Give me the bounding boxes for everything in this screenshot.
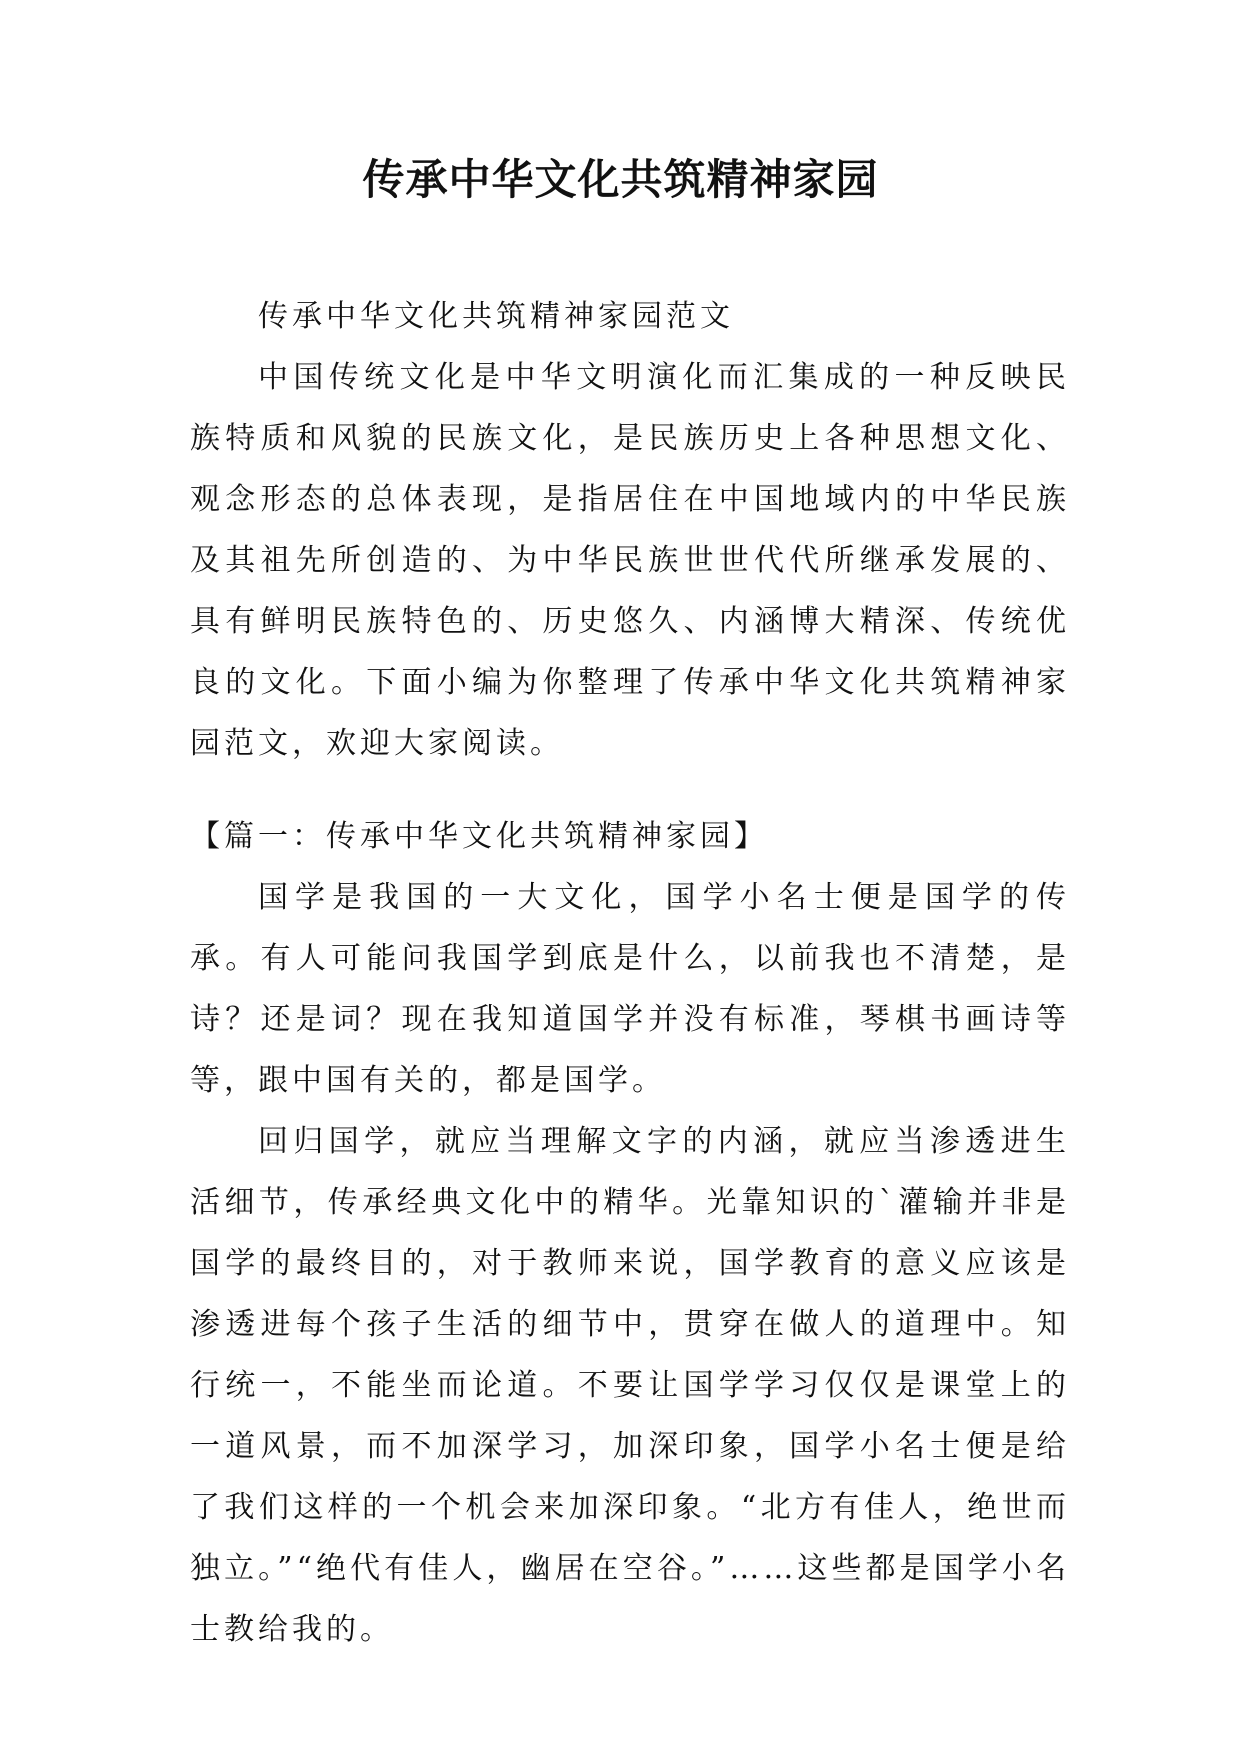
intro-section bbox=[190, 286, 1070, 774]
section-one bbox=[190, 806, 1070, 1660]
document-subtitle: 传承中华文化共筑精神家园范文 bbox=[258, 299, 734, 334]
section-paragraph-1: 国学是我国的一大文化，国学小名士便是国学的传承。有人可能问我国学到底是什么，以前我也不清楚，是诗？还是词？现在我知道国学并没有标准，琴棋书画诗等等，跟中国有关的，都是国学。 bbox=[190, 880, 1070, 1098]
section-paragraph-2: 回归国学，就应当理解文字的内涵，就应当渗透进生活细节，传承经典文化中的精华。光靠知识的`灌输并非是国学的最终目的，对于教师来说，国学教育的意义应该是渗透进每个孩子生活的细节中，贯穿在做人的道理中。知行统一，不能坐而论道。不要让国学学习仅仅是课堂上的一道风景，而不加深学习，加深印象，国学小名士便是给了我们这样的一个机会来加深印象。“北方有佳人，绝世而独立。”“绝代有佳人，幽居在空谷。”……这些都是国学小名士教给我的。 bbox=[190, 1124, 1070, 1647]
section-heading: 【篇一：传承中华文化共筑精神家园】 bbox=[190, 819, 768, 854]
intro-paragraph: 中国传统文化是中华文明演化而汇集成的一种反映民族特质和风貌的民族文化，是民族历史上各种思想文化、观念形态的总体表现，是指居住在中国地域内的中华民族及其祖先所创造的、为中华民族世世代代所继承发展的、具有鲜明民族特色的、历史悠久、内涵博大精深、传统优良的文化。下面小编为你整理了传承中华文化共筑精神家园范文，欢迎大家阅读。 bbox=[190, 360, 1070, 761]
document-title: 传承中华文化共筑精神家园 bbox=[362, 155, 879, 204]
